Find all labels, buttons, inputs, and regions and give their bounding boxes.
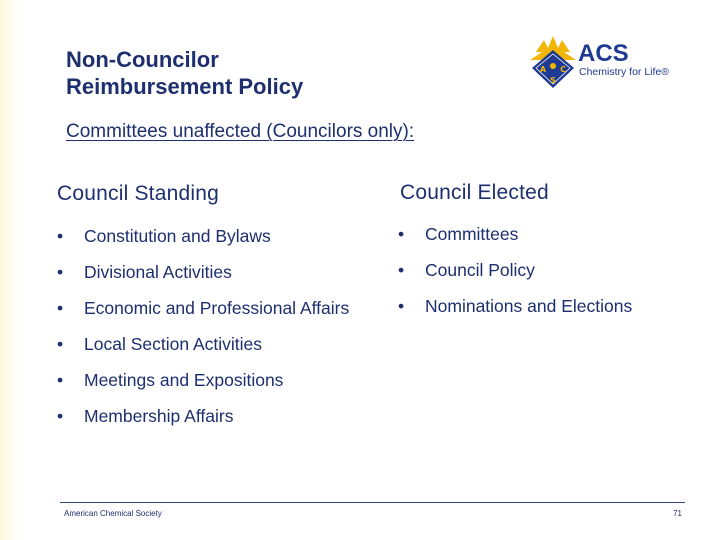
- list-item: [398, 259, 632, 295]
- list-item: [57, 297, 349, 333]
- page-number: 71: [673, 509, 682, 518]
- bullet-icon: •: [57, 370, 64, 390]
- list-item: [398, 295, 632, 331]
- logo-wordmark: ACS: [578, 40, 629, 67]
- slide-title: [66, 46, 486, 100]
- list-item: [57, 369, 349, 405]
- list-item-label: Economic and Professional Affairs: [84, 298, 350, 318]
- list-item: [57, 405, 349, 441]
- slide-title-line-1: Non-Councilor: [66, 47, 219, 72]
- council-elected-list: [398, 223, 632, 331]
- list-item: [57, 261, 349, 297]
- footer-organization: American Chemical Society: [64, 509, 162, 518]
- bullet-icon: •: [398, 260, 405, 280]
- list-item-label: Constitution and Bylaws: [84, 226, 271, 246]
- list-item: [57, 225, 349, 261]
- list-item-label: Committees: [425, 224, 519, 244]
- list-item-label: Membership Affairs: [84, 406, 234, 426]
- bullet-icon: •: [57, 334, 64, 354]
- left-accent-band: [0, 0, 24, 540]
- list-item-label: Nominations and Elections: [425, 296, 633, 316]
- list-item: [57, 333, 349, 369]
- list-item-label: Local Section Activities: [84, 334, 263, 354]
- council-standing-list: [57, 225, 349, 441]
- list-item-label: Divisional Activities: [84, 262, 232, 282]
- seal-letter-a: A: [539, 65, 547, 74]
- bullet-icon: •: [57, 262, 64, 282]
- logo-tagline: Chemistry for Life®: [579, 66, 670, 78]
- bullet-icon: •: [398, 296, 405, 316]
- bullet-icon: •: [57, 406, 64, 426]
- seal-letter-s: S: [550, 76, 556, 85]
- council-elected-heading: Council Elected: [400, 181, 549, 204]
- list-item-label: Council Policy: [425, 260, 535, 280]
- council-standing-heading: Council Standing: [57, 182, 219, 205]
- bullet-icon: •: [398, 224, 405, 244]
- slide-title-line-2: Reimbursement Policy: [66, 74, 304, 99]
- slide-subtitle: Committees unaffected (Councilors only):: [66, 121, 415, 142]
- bullet-icon: •: [57, 298, 64, 318]
- list-item-label: Meetings and Expositions: [84, 370, 284, 390]
- bullet-icon: •: [57, 226, 64, 246]
- acs-seal-logo-icon: [522, 30, 682, 92]
- acs-logo: [522, 30, 682, 92]
- list-item: [398, 223, 632, 259]
- seal-letter-c: C: [560, 65, 566, 74]
- footer-divider: [60, 502, 685, 503]
